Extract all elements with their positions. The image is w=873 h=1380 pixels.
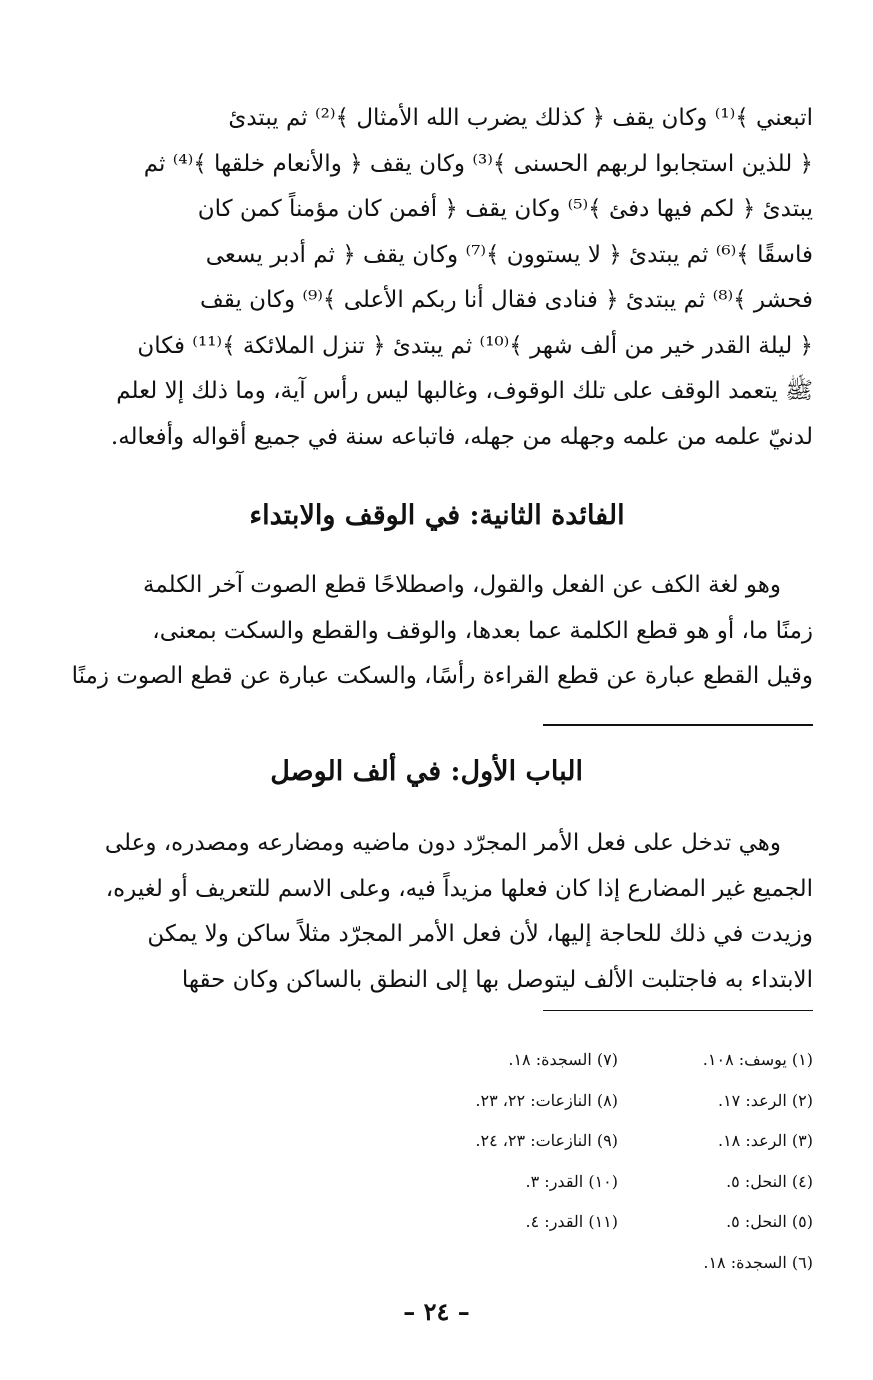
text-line: فاسقًا ﴾⁽⁶⁾ ثم يبتدئ ﴿ لا يستوون ﴾⁽⁷⁾ وكان يقف ﴿ ثم أدبر يسعى <box>205 241 813 268</box>
footnote: (٢) الرعد: ١٧. <box>717 1090 813 1110</box>
text-line: الجميع غير المضارع إذا كان فعلها مزيداً فيه، وعلى الاسم للتعريف أو لغيره، <box>105 875 813 902</box>
text-line: ﴿ ليلة القدر خير من ألف شهر ﴾⁽¹⁰⁾ ثم يبتدئ ﴿ تنزل الملائكة ﴾⁽¹¹⁾ فكان <box>137 332 813 359</box>
text-line: وقيل القطع عبارة عن قطع القراءة رأسًا، والسكت عبارة عن قطع الصوت زمنًا <box>71 663 813 689</box>
footnote: (٩) النازعات: ٢٣، ٢٤. <box>475 1131 618 1150</box>
text-line: يبتدئ ﴿ لكم فيها دفئ ﴾⁽⁵⁾ وكان يقف ﴿ أفمن كان مؤمناً كمن كان <box>197 196 813 222</box>
footnote: (٥) النحل: ٥. <box>726 1212 813 1231</box>
footnote: (٦) السجدة: ١٨. <box>703 1252 813 1272</box>
text-line: وزيدت في ذلك للحاجة إليها، لأن فعل الأمر المجرّد مثلاً ساكن ولا يمكن <box>147 921 813 947</box>
footnotes-right-column <box>643 1040 813 1283</box>
text-line: لدنيّ علمه من علمه وجهله من جهله، فاتباعه سنة في جميع أقواله وأفعاله. <box>110 423 813 450</box>
text-line: وهي تدخل على فعل الأمر المجرّد دون ماضيه ومضارعه ومصدره، وعلى <box>104 830 781 856</box>
text-line: ﴿ للذين استجابوا لربهم الحسنى ﴾⁽³⁾ وكان يقف ﴿ والأنعام خلقها ﴾⁽⁴⁾ ثم <box>143 150 813 177</box>
footnote: (٨) النازعات: ٢٢، ٢٣. <box>475 1090 618 1110</box>
text-line: ﷺ يتعمد الوقف على تلك الوقوف، وغالبها ليس رأس آية، وما ذلك إلا لعلم <box>116 378 813 404</box>
section-divider <box>543 724 813 726</box>
text-line: اتبعني ﴾⁽¹⁾ وكان يقف ﴿ كذلك يضرب الله الأمثال ﴾⁽²⁾ ثم يبتدئ <box>228 105 813 131</box>
chapter-heading: الباب الأول: في ألف الوصل <box>270 756 583 787</box>
footnote: (١١) القدر: ٤. <box>525 1212 618 1231</box>
footnote-divider <box>543 1010 813 1011</box>
footnote: (١٠) القدر: ٣. <box>525 1171 618 1191</box>
text-line: فحشر ﴾⁽⁸⁾ ثم يبتدئ ﴿ فنادى فقال أنا ربكم الأعلى ﴾⁽⁹⁾ وكان يقف <box>199 287 813 313</box>
page-number: – ٢٤ – <box>403 1297 470 1326</box>
footnote: (٤) النحل: ٥. <box>726 1171 813 1191</box>
footnote: (٣) الرعد: ١٨. <box>717 1131 813 1150</box>
text-line: وهو لغة الكف عن الفعل والقول، واصطلاحًا قطع الصوت آخر الكلمة <box>143 572 781 598</box>
paragraph-alif-wasl <box>61 821 813 1003</box>
paragraph-definition <box>61 563 813 700</box>
section-heading: الفائدة الثانية: في الوقف والابتداء <box>249 500 625 531</box>
text-line: الابتداء به فاجتلبت الألف ليتوصل بها إلى النطق بالساكن وكان حقها <box>181 966 813 993</box>
paragraph-quranic-stops <box>61 96 813 460</box>
footnote: (٧) السجدة: ١٨. <box>508 1050 618 1069</box>
footnotes-left-column <box>358 1040 618 1243</box>
text-line: زمنًا ما، أو هو قطع الكلمة عما بعدها، والوقف والقطع والسكت بمعنى، <box>152 617 813 644</box>
footnote: (١) يوسف: ١٠٨. <box>702 1050 813 1069</box>
